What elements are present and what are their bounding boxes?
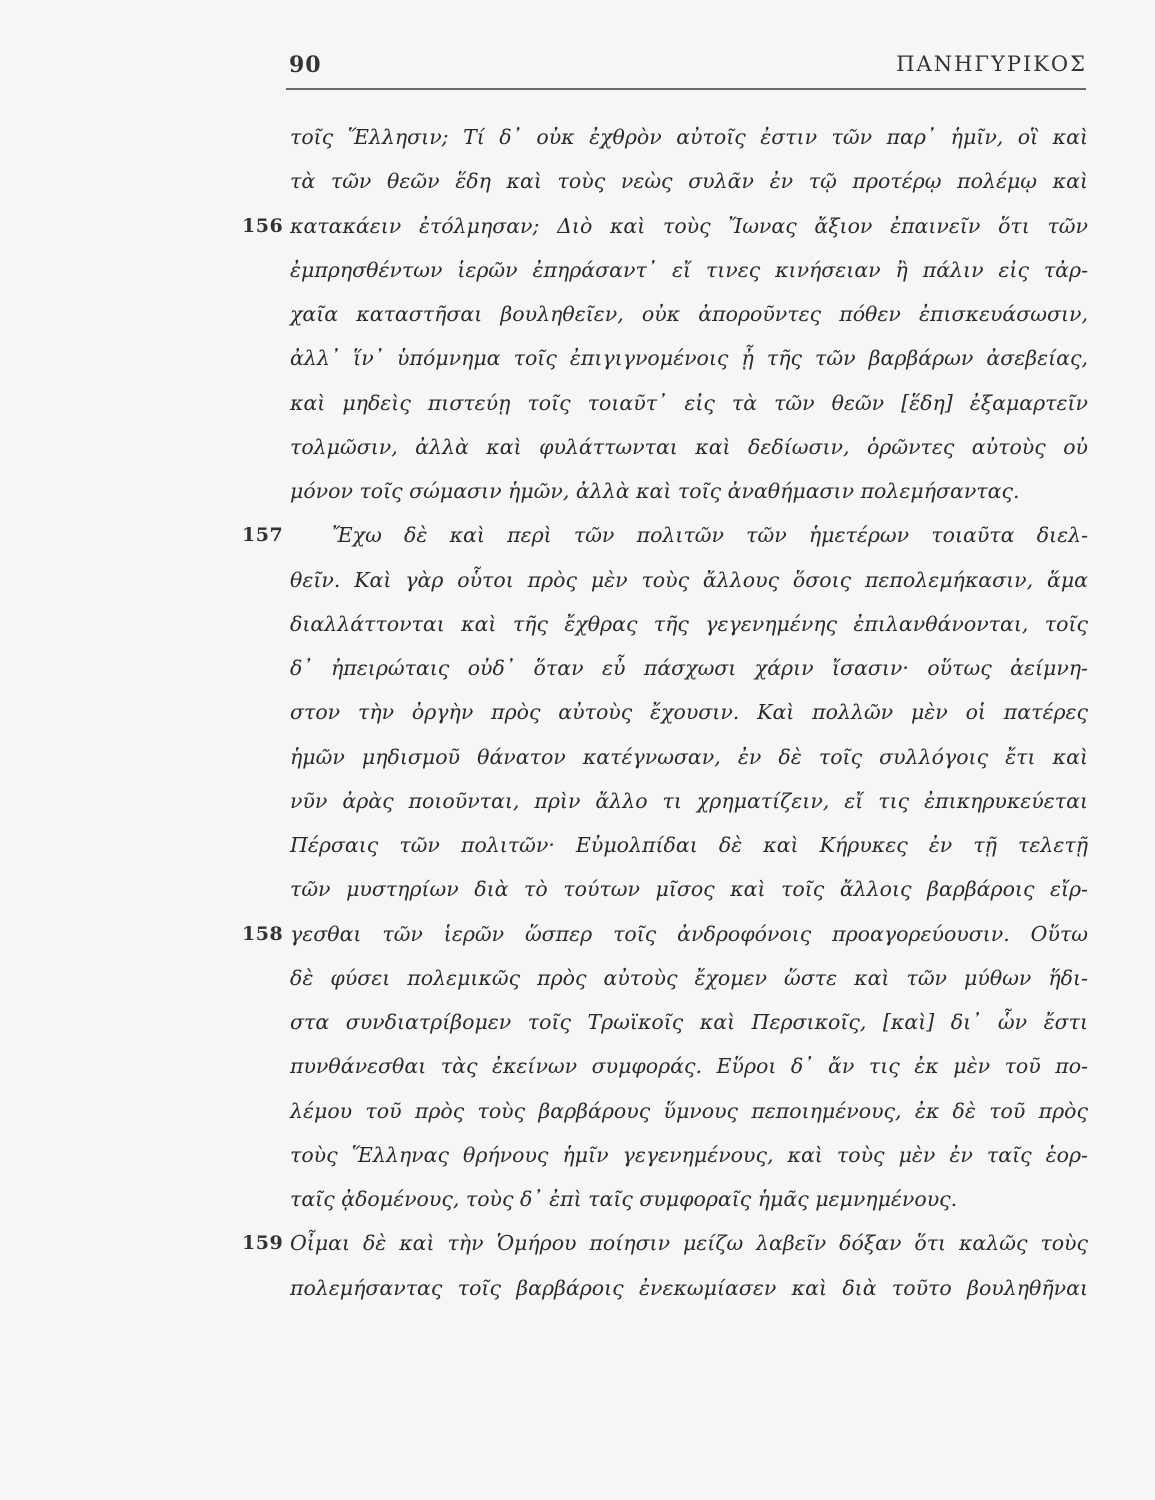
running-title: ΠΑΝΗΓΥΡΙΚΟΣ [896,52,1087,76]
text-line: ἡμῶν μηδισμοῦ θάνατον κατέγνωσαν, ἐν δὲ τοῖς συλλόγοις ἔτι καὶ [290,744,1088,769]
text-line: 156 κατακάειν ἐτόλμησαν; Διὸ καὶ τοὺς Ἴωνας ἄξιον ἐπαινεῖν ὅτι τῶν [290,204,1088,248]
text-line: θεῖν. Καὶ γὰρ οὗτοι πρὸς μὲν τοὺς ἄλλους ὅσοις πεπολεμήκασιν, ἅμα [290,567,1088,592]
text-line: ἀλλ᾽ ἵν᾽ ὑπόμνημα τοῖς ἐπιγιγνομένοις ᾖ τῆς τῶν βαρβάρων ἀσεβείας, [290,346,1088,371]
text-line: 159 Οἶμαι δὲ καὶ τὴν Ὁμήρου ποίησιν μείζω λαβεῖν δόξαν ὅτι καλῶς τοὺς [290,1221,1088,1265]
text-line: μόνον τοῖς σώμασιν ἡμῶν, ἀλλὰ καὶ τοῖς ἀναθήμασιν πολεμήσαντας. [290,479,1020,503]
text-line: τοῖς Ἕλλησιν; Τί δ᾽ οὐκ ἐχθρὸν αὐτοῖς ἐστιν τῶν παρ᾽ ἡμῖν, οἳ καὶ [290,125,1088,149]
text-line: λέμου τοῦ πρὸς τοὺς βαρβάρους ὕμνους πεποιημένους, ἐκ δὲ τοῦ πρὸς [290,1098,1088,1123]
text-line: τολμῶσιν, ἀλλὰ καὶ φυλάττωνται καὶ δεδίωσιν, ὁρῶντες αὐτοὺς οὐ [290,434,1088,459]
text-line: νῦν ἀρὰς ποιοῦνται, πρὶν ἄλλο τι χρηματίζειν, εἴ τις ἐπικηρυκεύεται [290,788,1088,813]
section-number: 159 [242,1232,284,1255]
text-line: πολεμήσαντας τοῖς βαρβάροις ἐνεκωμίασεν καὶ διὰ τοῦτο βουληθῆναι [290,1275,1088,1300]
text-line: 157 Ἔχω δὲ καὶ περὶ τῶν πολιτῶν τῶν ἡμετέρων τοιαῦτα διελ- [290,513,1088,557]
text-line: ταῖς ᾀδομένους, τοὺς δ᾽ ἐπὶ ταῖς συμφοραῖς ἡμᾶς μεμνημένους. [290,1187,958,1211]
text-line: δ᾽ ἠπειρώταις οὐδ᾽ ὅταν εὖ πάσχωσι χάριν ἴσασιν· οὕτως ἀείμνη- [290,656,1088,680]
text-line: διαλλάττονται καὶ τῆς ἔχθρας τῆς γεγενημένης ἐπιλανθάνονται, τοῖς [290,611,1088,636]
section-number: 157 [242,524,284,547]
text-line: χαῖα καταστῆσαι βουληθεῖεν, οὐκ ἀποροῦντες πόθεν ἐπισκευάσωσιν, [290,302,1088,326]
page-number: 90 [289,52,322,78]
text-line: στον τὴν ὀργὴν πρὸς αὐτοὺς ἔχουσιν. Καὶ πολλῶν μὲν οἱ πατέρες [290,700,1088,725]
text-line: καὶ μηδεὶς πιστεύῃ τοῖς τοιαῦτ᾽ εἰς τὰ τῶν θεῶν [ἕδη] ἐξαμαρτεῖν [290,390,1088,415]
text-line: τοὺς Ἕλληνας θρήνους ἡμῖν γεγενημένους, καὶ τοὺς μὲν ἐν ταῖς ἑορ- [290,1142,1088,1167]
text-body [242,115,1088,1310]
text-line: τῶν μυστηρίων διὰ τὸ τούτων μῖσος καὶ τοῖς ἄλλοις βαρβάροις εἴρ- [290,877,1088,902]
text-line: ἐμπρησθέντων ἱερῶν ἐπηράσαντ᾽ εἴ τινες κινήσειαν ἢ πάλιν εἰς τἀρ- [290,257,1088,282]
text-line: δὲ φύσει πολεμικῶς πρὸς αὐτοὺς ἔχομεν ὥστε καὶ τῶν μύθων ἥδι- [290,965,1088,990]
header-rule [286,88,1086,90]
text-line: 158 γεσθαι τῶν ἱερῶν ὥσπερ τοῖς ἀνδροφόνοις προαγορεύουσιν. Οὕτω [290,912,1088,956]
section-number: 158 [242,922,284,945]
section-number: 156 [242,214,284,237]
text-line: τὰ τῶν θεῶν ἕδη καὶ τοὺς νεὼς συλᾶν ἐν τῷ προτέρῳ πολέμῳ καὶ [290,169,1088,194]
text-line: πυνθάνεσθαι τὰς ἐκείνων συμφοράς. Εὕροι δ᾽ ἄν τις ἐκ μὲν τοῦ πο- [290,1054,1088,1079]
text-line: στα συνδιατρίβομεν τοῖς Τρωϊκοῖς καὶ Περσικοῖς, [καὶ] δι᾽ ὧν ἔστι [290,1010,1088,1034]
text-line: Πέρσαις τῶν πολιτῶν· Εὐμολπίδαι δὲ καὶ Κήρυκες ἐν τῇ τελετῇ [290,833,1088,857]
